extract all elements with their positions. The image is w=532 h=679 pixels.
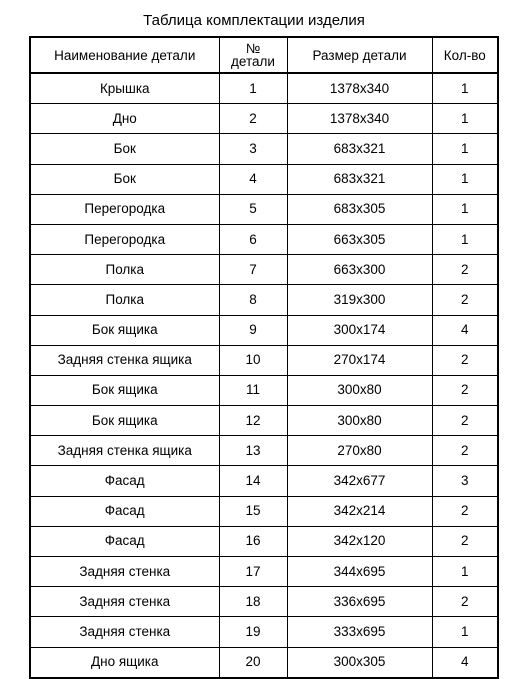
table-row (30, 73, 498, 104)
table-row (30, 315, 498, 345)
cell-quantity: 4 (432, 315, 498, 345)
table-row (30, 406, 498, 436)
cell-part-name: Задняя стенка ящика (30, 345, 219, 375)
cell-quantity: 2 (432, 526, 498, 556)
cell-part-name: Бок ящика (30, 406, 219, 436)
table-row (30, 164, 498, 194)
cell-part-number: 18 (219, 587, 287, 617)
cell-part-number: 9 (219, 315, 287, 345)
cell-part-number: 1 (219, 73, 287, 104)
header-row (30, 37, 498, 73)
cell-part-name: Крышка (30, 73, 219, 104)
cell-part-name: Бок (30, 164, 219, 194)
table-row (30, 647, 498, 678)
cell-part-size: 1378x340 (287, 104, 432, 134)
cell-part-number: 19 (219, 617, 287, 647)
cell-part-name: Перегородка (30, 224, 219, 254)
cell-part-size: 683x321 (287, 134, 432, 164)
cell-part-name: Задняя стенка (30, 587, 219, 617)
cell-part-size: 336x695 (287, 587, 432, 617)
cell-part-number: 8 (219, 285, 287, 315)
table-row (30, 255, 498, 285)
cell-part-name: Бок (30, 134, 219, 164)
cell-part-size: 663x305 (287, 224, 432, 254)
cell-part-size: 300x80 (287, 375, 432, 405)
parts-table (29, 36, 499, 679)
header-part-number (219, 37, 287, 73)
cell-part-size: 344x695 (287, 557, 432, 587)
table-row (30, 496, 498, 526)
cell-part-name: Полка (30, 255, 219, 285)
cell-quantity: 1 (432, 73, 498, 104)
table-row (30, 194, 498, 224)
cell-quantity: 3 (432, 466, 498, 496)
table-row (30, 104, 498, 134)
cell-quantity: 1 (432, 224, 498, 254)
table-row (30, 134, 498, 164)
cell-quantity: 4 (432, 647, 498, 678)
cell-part-number: 11 (219, 375, 287, 405)
cell-part-size: 683x321 (287, 164, 432, 194)
cell-part-number: 14 (219, 466, 287, 496)
cell-quantity: 2 (432, 496, 498, 526)
cell-part-size: 1378x340 (287, 73, 432, 104)
cell-part-name: Полка (30, 285, 219, 315)
cell-part-size: 300x80 (287, 406, 432, 436)
cell-part-name: Бок ящика (30, 375, 219, 405)
header-number-sign: № (245, 41, 261, 56)
cell-part-name: Фасад (30, 466, 219, 496)
cell-quantity: 1 (432, 194, 498, 224)
header-part-name: Наименование детали (30, 37, 219, 73)
cell-part-number: 12 (219, 406, 287, 436)
cell-part-name: Фасад (30, 526, 219, 556)
cell-part-number: 4 (219, 164, 287, 194)
cell-quantity: 1 (432, 557, 498, 587)
table-header (30, 37, 498, 73)
cell-part-size: 270x174 (287, 345, 432, 375)
table-row (30, 587, 498, 617)
cell-quantity: 2 (432, 436, 498, 466)
cell-quantity: 2 (432, 255, 498, 285)
cell-part-name: Задняя стенка (30, 557, 219, 587)
header-part-size: Размер детали (287, 37, 432, 73)
table-body (30, 73, 498, 678)
header-quantity: Кол-во (432, 37, 498, 73)
cell-part-size: 663x300 (287, 255, 432, 285)
cell-part-size: 300x305 (287, 647, 432, 678)
cell-quantity: 2 (432, 587, 498, 617)
cell-quantity: 2 (432, 345, 498, 375)
cell-part-number: 16 (219, 526, 287, 556)
cell-part-size: 300x174 (287, 315, 432, 345)
cell-part-number: 6 (219, 224, 287, 254)
table-row (30, 375, 498, 405)
cell-part-name: Дно ящика (30, 647, 219, 678)
cell-part-size: 270x80 (287, 436, 432, 466)
table-row (30, 436, 498, 466)
cell-quantity: 1 (432, 104, 498, 134)
cell-part-size: 342x677 (287, 466, 432, 496)
page-title: Таблица комплектации изделия (143, 12, 365, 29)
cell-part-size: 342x214 (287, 496, 432, 526)
table-row (30, 285, 498, 315)
cell-part-number: 15 (219, 496, 287, 526)
cell-part-number: 17 (219, 557, 287, 587)
cell-part-name: Перегородка (30, 194, 219, 224)
cell-part-name: Дно (30, 104, 219, 134)
cell-part-number: 7 (219, 255, 287, 285)
cell-part-number: 20 (219, 647, 287, 678)
cell-part-name: Задняя стенка (30, 617, 219, 647)
cell-part-name: Бок ящика (30, 315, 219, 345)
cell-quantity: 1 (432, 617, 498, 647)
cell-part-number: 2 (219, 104, 287, 134)
table-row (30, 224, 498, 254)
cell-part-name: Фасад (30, 496, 219, 526)
table-row (30, 466, 498, 496)
table-row (30, 557, 498, 587)
cell-part-name: Задняя стенка ящика (30, 436, 219, 466)
header-number-word: детали (231, 54, 275, 69)
table-row (30, 345, 498, 375)
cell-part-size: 319x300 (287, 285, 432, 315)
table-row (30, 526, 498, 556)
cell-part-number: 10 (219, 345, 287, 375)
table-row (30, 617, 498, 647)
cell-part-size: 342x120 (287, 526, 432, 556)
cell-part-number: 5 (219, 194, 287, 224)
cell-part-size: 683x305 (287, 194, 432, 224)
cell-quantity: 1 (432, 134, 498, 164)
cell-part-number: 3 (219, 134, 287, 164)
cell-quantity: 2 (432, 285, 498, 315)
cell-quantity: 2 (432, 375, 498, 405)
cell-quantity: 2 (432, 406, 498, 436)
cell-part-number: 13 (219, 436, 287, 466)
cell-part-size: 333x695 (287, 617, 432, 647)
cell-quantity: 1 (432, 164, 498, 194)
